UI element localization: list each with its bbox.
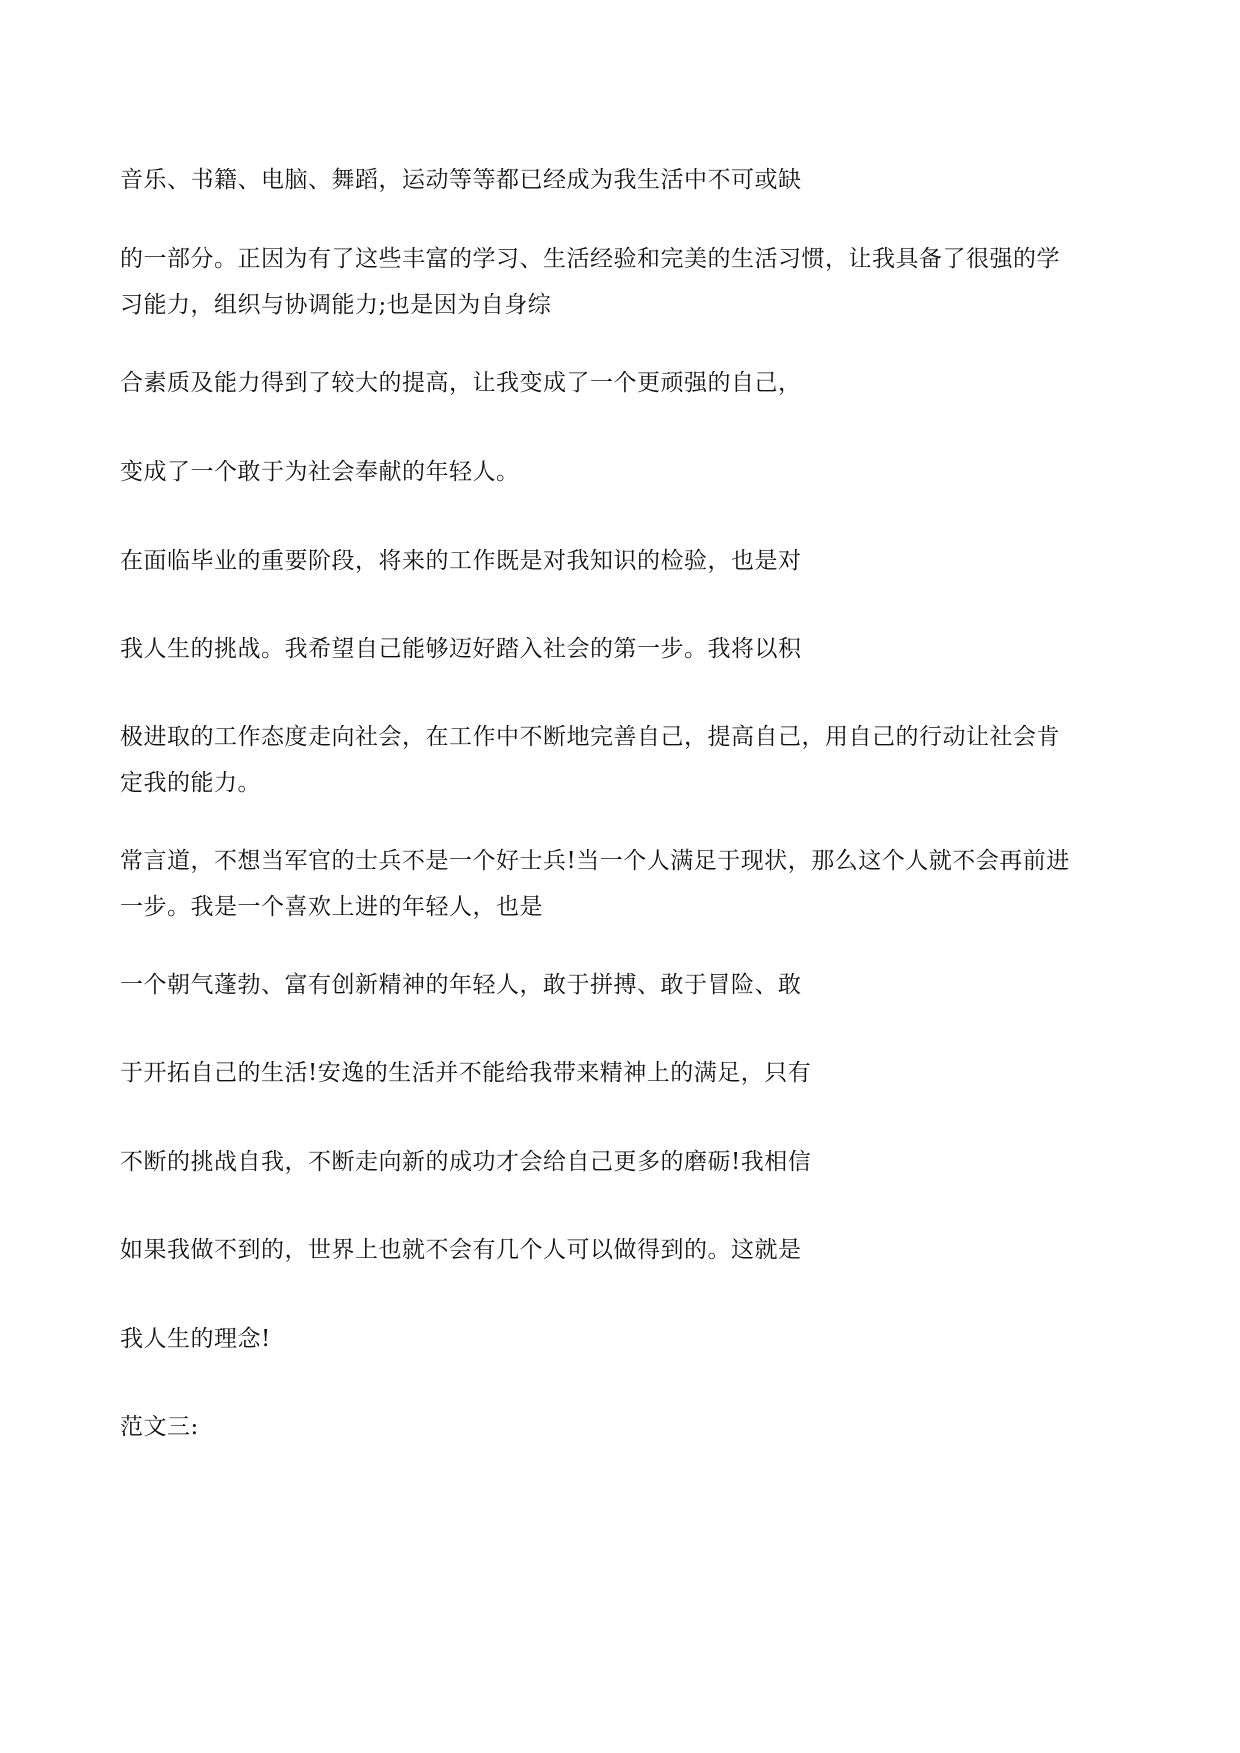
paragraph-line: 变成了一个敢于为社会奉献的年轻人。 — [120, 459, 520, 485]
paragraph-3 — [120, 360, 1130, 406]
paragraph-line: 我人生的理念! — [120, 1326, 271, 1352]
paragraph-5 — [120, 538, 1130, 584]
paragraph-line: 范文三: — [120, 1414, 199, 1440]
paragraph-line: 合素质及能力得到了较大的提高，让我变成了一个更顽强的自己， — [120, 370, 802, 396]
paragraph-12 — [120, 1227, 1130, 1273]
paragraph-6 — [120, 626, 1130, 672]
paragraph-7 — [120, 714, 1130, 806]
paragraph-11 — [120, 1139, 1130, 1185]
paragraph-line: 在面临毕业的重要阶段，将来的工作既是对我知识的检验，也是对 — [120, 548, 802, 574]
paragraph-4 — [120, 449, 1130, 495]
paragraph-line: 常言道，不想当军官的士兵不是一个好士兵!当一个人满足于现状，那么这个人就不会再前进 — [120, 848, 1070, 874]
paragraph-9 — [120, 962, 1130, 1008]
paragraph-line: 音乐、书籍、电脑、舞蹈，运动等等都已经成为我生活中不可或缺 — [120, 167, 802, 193]
paragraph-line: 如果我做不到的，世界上也就不会有几个人可以做得到的。这就是 — [120, 1237, 802, 1263]
paragraph-line: 不断的挑战自我，不断走向新的成功才会给自己更多的磨砺!我相信 — [120, 1149, 812, 1175]
paragraph-line: 极进取的工作态度走向社会，在工作中不断地完善自己，提高自己，用自己的行动让社会肯 — [120, 724, 1060, 750]
paragraph-2 — [120, 236, 1130, 328]
paragraph-line: 一个朝气蓬勃、富有创新精神的年轻人，敢于拼搏、敢于冒险、敢 — [120, 972, 802, 998]
paragraph-line: 定我的能力。 — [120, 770, 261, 796]
paragraph-line: 习能力，组织与协调能力;也是因为自身综 — [120, 292, 552, 318]
paragraph-1 — [120, 157, 1130, 203]
section-heading — [120, 1404, 1130, 1450]
paragraph-line: 的一部分。正因为有了这些丰富的学习、生活经验和完美的生活习惯，让我具备了很强的学 — [120, 246, 1060, 272]
paragraph-line: 于开拓自己的生活!安逸的生活并不能给我带来精神上的满足，只有 — [120, 1060, 812, 1086]
paragraph-line: 一步。我是一个喜欢上进的年轻人，也是 — [120, 894, 543, 920]
paragraph-10 — [120, 1050, 1130, 1096]
paragraph-line: 我人生的挑战。我希望自己能够迈好踏入社会的第一步。我将以积 — [120, 636, 802, 662]
paragraph-13 — [120, 1316, 1130, 1362]
paragraph-8 — [120, 838, 1130, 930]
